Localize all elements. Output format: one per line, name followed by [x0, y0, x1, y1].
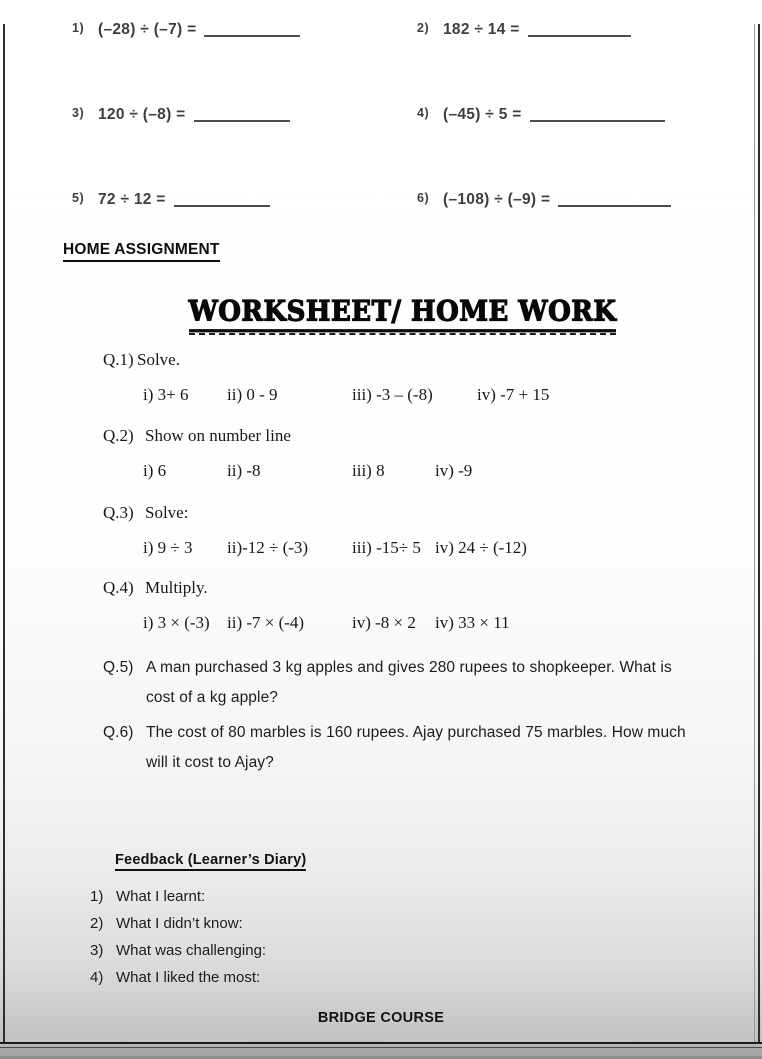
division-problem-1	[72, 20, 300, 39]
home-assignment-heading: HOME ASSIGNMENT	[63, 241, 220, 262]
page-border-right-outer	[758, 24, 760, 1044]
answer-blank-line	[528, 23, 631, 37]
page-border-right-inner	[754, 24, 755, 1044]
feedback-item	[90, 913, 266, 940]
worksheet-title-row	[105, 297, 700, 335]
feedback-item-number: 1)	[90, 888, 104, 905]
problem-number: 5)	[72, 191, 85, 205]
question-2	[103, 426, 291, 446]
division-problem-3	[72, 105, 290, 124]
feedback-item-text: What I learnt:	[116, 888, 206, 905]
option: i) 6	[143, 461, 167, 480]
question-label: Q.1)	[103, 350, 134, 369]
question-text: The cost of 80 marbles is 160 rupees. Ajay purchased 75 marbles. How much will it cost to Ajay?	[146, 724, 686, 771]
division-problem-5	[72, 190, 270, 209]
division-problem-4	[417, 105, 665, 124]
option: iv) -8 × 2	[352, 613, 416, 632]
answer-blank-line	[174, 193, 270, 207]
option: i) 9 ÷ 3	[143, 538, 193, 557]
question-prompt: Solve:	[145, 503, 189, 522]
question-label: Q.4)	[103, 578, 134, 597]
question-3	[103, 503, 188, 523]
problem-expression: 120 ÷ (–8) =	[98, 106, 186, 123]
option: iii) -15÷ 5	[352, 538, 421, 557]
question-4	[103, 578, 208, 598]
question-6	[103, 718, 703, 778]
question-text: A man purchased 3 kg apples and gives 280 rupees to shopkeeper. What is cost of a kg apple?	[146, 659, 672, 706]
division-problem-2	[417, 20, 631, 39]
feedback-item	[90, 967, 266, 994]
question-2-options	[0, 461, 762, 485]
feedback-item-text: What was challenging:	[116, 942, 267, 959]
option: iii) 8	[352, 461, 385, 480]
option: i) 3+ 6	[143, 385, 189, 404]
division-problem-6	[417, 190, 671, 209]
question-prompt: Solve.	[137, 350, 180, 369]
feedback-item-text: What I didn’t know:	[116, 915, 243, 932]
problem-expression: 182 ÷ 14 =	[443, 21, 520, 38]
problem-expression: (–108) ÷ (–9) =	[443, 191, 551, 208]
question-prompt: Show on number line	[145, 426, 291, 445]
title-dashed-underline	[189, 333, 617, 335]
question-label: Q.2)	[103, 426, 134, 445]
question-1-options	[0, 385, 762, 409]
answer-blank-line	[194, 108, 290, 122]
footer-course-title: BRIDGE COURSE	[317, 1010, 445, 1026]
question-1	[103, 350, 180, 370]
question-label: Q.5)	[103, 659, 134, 676]
feedback-item	[90, 886, 266, 913]
feedback-item-number: 2)	[90, 915, 104, 932]
page-border-left	[3, 24, 5, 1044]
answer-blank-line	[204, 23, 300, 37]
question-5	[103, 653, 703, 713]
division-problems-row-3	[0, 190, 762, 220]
option: i) 3 × (-3)	[143, 613, 210, 632]
problem-number: 2)	[417, 21, 430, 35]
feedback-item-number: 3)	[90, 942, 104, 959]
worksheet-title-text: WORKSHEET/ HOME WORK	[189, 296, 617, 333]
question-3-options	[0, 538, 762, 562]
answer-blank-line	[530, 108, 665, 122]
option: ii) 0 - 9	[227, 385, 278, 404]
option: ii)-12 ÷ (-3)	[227, 538, 309, 557]
feedback-list	[90, 886, 266, 994]
problem-expression: 72 ÷ 12 =	[98, 191, 166, 208]
problem-number: 4)	[417, 106, 430, 120]
option: ii) -8	[227, 461, 261, 480]
feedback-heading: Feedback (Learner’s Diary)	[115, 852, 306, 871]
option: ii) -7 × (-4)	[227, 613, 305, 632]
question-label: Q.3)	[103, 503, 134, 522]
question-prompt: Multiply.	[145, 578, 208, 597]
option: iii) -3 – (-8)	[352, 385, 433, 404]
feedback-item-text: What I liked the most:	[116, 969, 261, 986]
division-problems-row-2	[0, 105, 762, 135]
option: iv) -7 + 15	[477, 385, 550, 404]
page-bottom-strip	[0, 1044, 762, 1059]
option: iv) 33 × 11	[435, 613, 510, 632]
question-4-options	[0, 613, 762, 637]
problem-expression: (–45) ÷ 5 =	[443, 106, 522, 123]
feedback-item-number: 4)	[90, 969, 104, 986]
problem-expression: (–28) ÷ (–7) =	[98, 21, 197, 38]
worksheet-title	[189, 297, 617, 335]
problem-number: 1)	[72, 21, 85, 35]
problem-number: 3)	[72, 106, 85, 120]
answer-blank-line	[558, 193, 671, 207]
feedback-item	[90, 940, 266, 967]
division-problems-row-1	[0, 20, 762, 50]
question-label: Q.6)	[103, 724, 134, 741]
option: iv) 24 ÷ (-12)	[435, 538, 527, 557]
problem-number: 6)	[417, 191, 430, 205]
option: iv) -9	[435, 461, 473, 480]
